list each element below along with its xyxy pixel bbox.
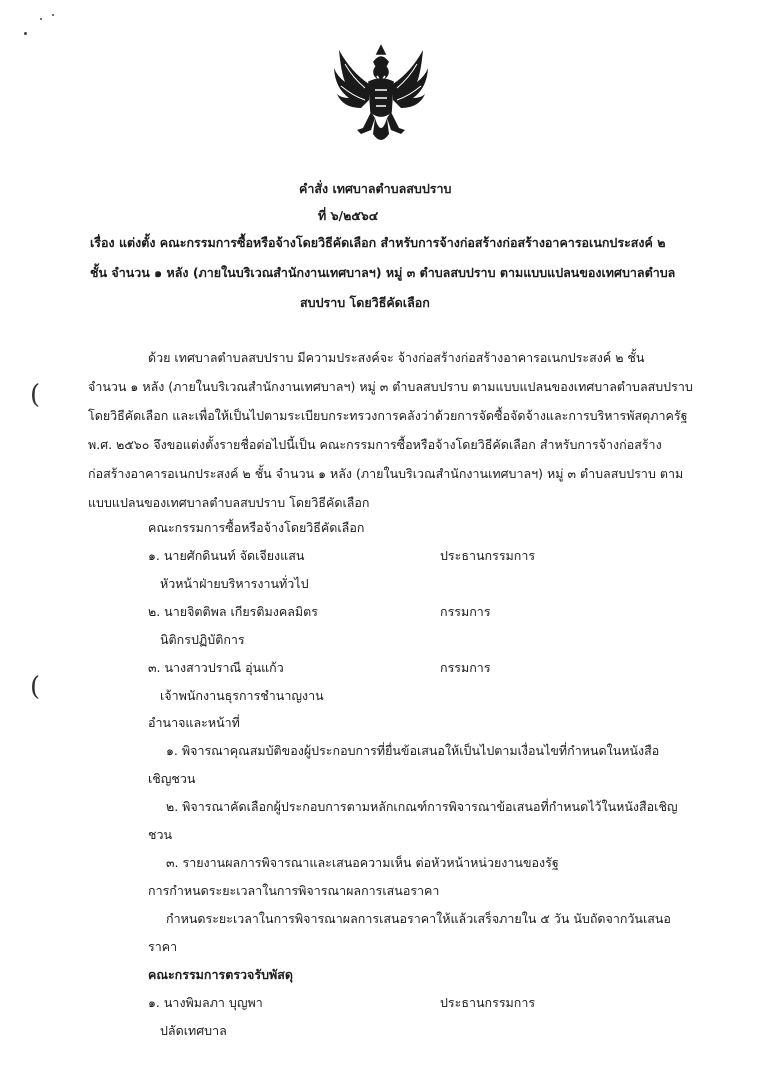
scan-speck	[40, 18, 42, 20]
committee-member-position: หัวหน้าฝ่ายบริหารงานทั่วไป	[160, 576, 309, 591]
committee-member-name: ๓. นางสาวปราณี อุ่นแก้ว	[148, 660, 284, 675]
intro-line: แบบแปลนของเทศบาลตำบลสบปราบ โดยวิธีคัดเลือก	[88, 495, 370, 510]
inspection-member-name: ๑. นางพิมลภา บุญพา	[148, 995, 263, 1010]
committee-member-role: กรรมการ	[440, 660, 491, 675]
garuda-emblem-icon	[330, 42, 432, 152]
duty-item: ๓. รายงานผลการพิจารณาและเสนอความเห็น ต่อหัวหน้าหน่วยงานของรัฐ	[166, 855, 559, 870]
order-subject-line-1: เรื่อง แต่งตั้ง คณะกรรมการซื้อหรือจ้างโดยวิธีคัดเลือก สำหรับการจ้างก่อสร้างก่อสร้างอาคารอเนกประสงค์ ๒	[90, 235, 666, 250]
punch-hole-mark: (	[30, 672, 41, 702]
committee-member-role: กรรมการ	[440, 604, 491, 619]
order-subject-line-2: ชั้น จำนวน ๑ หลัง (ภายในบริเวณสำนักงานเทศบาลฯ) หมู่ ๓ ตำบลสบปราบ ตามแบบแปลนของเทศบาลตำบล	[90, 265, 676, 280]
scan-speck	[24, 32, 27, 35]
duty-item-continuation: ชวน	[148, 827, 173, 842]
deadline-heading: การกำหนดระยะเวลาในการพิจารณาผลการเสนอราคา	[148, 883, 440, 898]
deadline-text: กำหนดระยะเวลาในการพิจารณาผลการเสนอราคาให้แล้วเสร็จภายใน ๕ วัน นับถัดจากวันเสนอ	[166, 911, 671, 926]
intro-line: จำนวน ๑ หลัง (ภายในบริเวณสำนักงานเทศบาลฯ) หมู่ ๓ ตำบลสบปราบ ตามแบบแปลนของเทศบาลตำบลสบปราบ	[88, 379, 693, 394]
inspection-heading: คณะกรรมการตรวจรับพัสดุ	[148, 967, 294, 982]
intro-line: ด้วย เทศบาลตำบลสบปราบ มีความประสงค์จะ จ้างก่อสร้างก่อสร้างอาคารอเนกประสงค์ ๒ ชั้น	[148, 350, 645, 365]
inspection-member-role: ประธานกรรมการ	[440, 995, 536, 1010]
duty-item: ๒. พิจารณาคัดเลือกผู้ประกอบการตามหลักเกณฑ์การพิจารณาข้อเสนอที่กำหนดไว้ในหนังสือเชิญ	[166, 799, 678, 814]
duty-item: ๑. พิจารณาคุณสมบัติของผู้ประกอบการที่ยื่นข้อเสนอให้เป็นไปตามเงื่อนไขที่กำหนดในหนังสือ	[166, 743, 660, 758]
intro-line: ก่อสร้างอาคารอเนกประสงค์ ๒ ชั้น จำนวน ๑ หลัง (ภายในบริเวณสำนักงานเทศบาลฯ) หมู่ ๓ ตำบลสบปราบ ตาม	[88, 466, 684, 481]
committee-heading: คณะกรรมการซื้อหรือจ้างโดยวิธีคัดเลือก	[148, 520, 365, 535]
punch-hole-mark: (	[30, 380, 41, 410]
intro-line: โดยวิธีคัดเลือก และเพื่อให้เป็นไปตามระเบียบกระทรวงการคลังว่าด้วยการจัดซื้อจัดจ้างและการบริหารพัสดุภาครัฐ	[88, 408, 688, 423]
duties-heading: อำนาจและหน้าที่	[148, 715, 240, 730]
duty-item-continuation: เชิญชวน	[148, 771, 196, 786]
order-number: ที่ ๖/๒๕๖๔	[318, 208, 379, 223]
order-title: คำสั่ง เทศบาลตำบลสบปราบ	[299, 181, 452, 196]
committee-member-position: นิติกรปฏิบัติการ	[160, 632, 245, 647]
intro-line: พ.ศ. ๒๕๖๐ จึงขอแต่งตั้งรายชื่อต่อไปนี้เป็น คณะกรรมการซื้อหรือจ้างโดยวิธีคัดเลือก สำหรับการจ้างก่อสร้าง	[88, 437, 662, 452]
committee-member-name: ๑. นายศักดินนท์ จัดเจียงแสน	[148, 548, 305, 563]
committee-member-role: ประธานกรรมการ	[440, 548, 536, 563]
deadline-text-continuation: ราคา	[148, 939, 178, 954]
inspection-member-position: ปลัดเทศบาล	[160, 1023, 227, 1038]
committee-member-position: เจ้าพนักงานธุรการชำนาญงาน	[160, 688, 324, 703]
order-subject-line-3: สบปราบ โดยวิธีคัดเลือก	[300, 295, 430, 310]
committee-member-name: ๒. นายจิตติพล เกียรติมงคลมิตร	[148, 604, 318, 619]
scan-speck	[52, 14, 54, 16]
